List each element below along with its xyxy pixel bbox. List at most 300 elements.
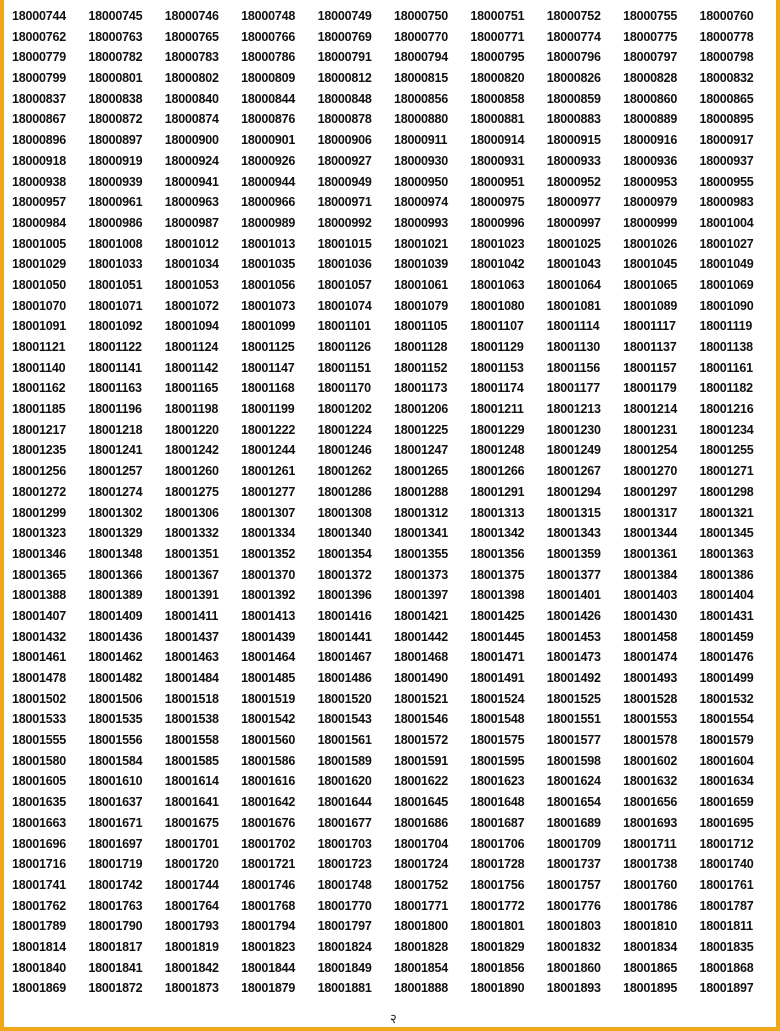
table-cell: 18000971 xyxy=(317,195,372,210)
table-cell: 18001029 xyxy=(12,257,67,272)
table-cell: 18000993 xyxy=(393,215,448,230)
table-cell: 18001654 xyxy=(546,795,601,810)
table-cell: 18001752 xyxy=(393,877,448,892)
table-cell: 18001247 xyxy=(393,443,448,458)
table-cell: 18000779 xyxy=(12,50,67,65)
table-cell: 18001170 xyxy=(317,381,371,396)
table-cell: 18001302 xyxy=(88,505,143,520)
table-cell: 18001723 xyxy=(317,857,372,872)
table-cell: 18001535 xyxy=(88,712,143,727)
table-cell: 18000745 xyxy=(88,9,143,23)
table-cell: 18001262 xyxy=(317,464,372,479)
table-cell: 18001789 xyxy=(12,919,67,934)
table-cell: 18001756 xyxy=(470,877,525,892)
table-cell: 18000883 xyxy=(546,112,601,127)
table-cell: 18001849 xyxy=(317,960,372,975)
table-cell: 18001764 xyxy=(164,898,219,913)
table-cell: 18001895 xyxy=(623,981,678,996)
table-cell: 18001474 xyxy=(623,650,678,665)
table-cell: 18001255 xyxy=(699,443,754,458)
table-cell: 18001179 xyxy=(623,381,677,396)
table-cell: 18001270 xyxy=(623,464,678,479)
table-cell: 18001260 xyxy=(164,464,219,479)
table-cell: 18000775 xyxy=(623,29,678,44)
table-cell: 18001271 xyxy=(699,464,754,479)
table-cell: 18001437 xyxy=(164,629,219,644)
table-cell: 18001484 xyxy=(164,671,219,685)
table-cell: 18001686 xyxy=(393,815,448,830)
table-cell: 18001445 xyxy=(470,629,525,644)
table-cell: 18001528 xyxy=(623,691,678,706)
table-cell: 18001486 xyxy=(317,671,372,685)
table-cell: 18000949 xyxy=(317,174,372,189)
table-cell: 18001492 xyxy=(546,671,601,685)
table-cell: 18001499 xyxy=(699,671,754,685)
table-cell: 18001162 xyxy=(12,381,66,396)
table-cell: 18000963 xyxy=(164,195,219,210)
table-cell: 18001214 xyxy=(623,402,678,417)
table-cell: 18000799 xyxy=(12,71,67,86)
table-cell: 18001370 xyxy=(241,567,296,582)
table-cell: 18001013 xyxy=(241,236,296,251)
table-cell: 18001598 xyxy=(546,753,601,768)
table-cell: 18000798 xyxy=(699,50,754,65)
table-cell: 18001397 xyxy=(393,588,448,603)
table-cell: 18001856 xyxy=(470,960,525,975)
table-cell: 18001709 xyxy=(546,836,601,851)
table-cell: 18001142 xyxy=(164,360,219,375)
table-cell: 18001787 xyxy=(699,898,754,913)
table-cell: 18001786 xyxy=(623,898,678,913)
table-cell: 18001063 xyxy=(470,277,525,292)
table-cell: 18001241 xyxy=(88,443,143,458)
table-cell: 18000876 xyxy=(241,112,296,127)
table-cell: 18001404 xyxy=(699,588,754,603)
table-cell: 18000957 xyxy=(12,195,67,210)
table-cell: 18001099 xyxy=(241,319,296,334)
table-cell: 18001860 xyxy=(546,960,601,975)
table-cell: 18001464 xyxy=(241,650,296,665)
table-cell: 18001323 xyxy=(12,526,67,541)
table-cell: 18001034 xyxy=(164,257,219,272)
table-cell: 18001706 xyxy=(470,836,525,851)
table-cell: 18001137 xyxy=(623,340,677,354)
table-cell: 18000802 xyxy=(164,71,219,86)
table-cell: 18001388 xyxy=(12,588,67,603)
table-cell: 18000796 xyxy=(546,50,601,65)
table-cell: 18001442 xyxy=(393,629,448,644)
table-cell: 18000916 xyxy=(623,133,678,148)
table-cell: 18001365 xyxy=(12,567,67,582)
table-cell: 18001724 xyxy=(393,857,448,872)
table-cell: 18001334 xyxy=(241,526,296,541)
table-cell: 18000769 xyxy=(317,29,372,44)
table-cell: 18000952 xyxy=(546,174,601,189)
table-cell: 18000762 xyxy=(12,29,67,44)
table-cell: 18001575 xyxy=(470,733,525,748)
table-cell: 18001045 xyxy=(623,257,678,272)
table-cell: 18001823 xyxy=(241,939,296,954)
table-cell: 18001703 xyxy=(317,836,372,851)
table-cell: 18000770 xyxy=(393,29,448,44)
table-cell: 18001585 xyxy=(164,753,219,768)
table-cell: 18001070 xyxy=(12,298,67,313)
table-cell: 18001025 xyxy=(546,236,601,251)
table-cell: 18000999 xyxy=(623,215,678,230)
table-cell: 18001436 xyxy=(88,629,143,644)
table-cell: 18001763 xyxy=(88,898,143,913)
page-number: २ xyxy=(390,1011,397,1026)
table-cell: 18001386 xyxy=(699,567,754,582)
table-cell: 18001748 xyxy=(317,877,372,892)
table-cell: 18000917 xyxy=(699,133,754,148)
table-cell: 18001577 xyxy=(546,733,601,748)
table-cell: 18001610 xyxy=(88,774,143,789)
table-cell: 18000915 xyxy=(546,133,601,148)
table-cell: 18001794 xyxy=(241,919,296,934)
table-cell: 18001801 xyxy=(470,919,525,934)
table-cell: 18001027 xyxy=(699,236,754,251)
table-cell: 18001177 xyxy=(546,381,601,396)
table-cell: 18001711 xyxy=(623,836,677,851)
table-cell: 18000774 xyxy=(546,29,601,44)
table-cell: 18001288 xyxy=(393,484,448,499)
table-cell: 18001506 xyxy=(88,691,143,706)
table-cell: 18001644 xyxy=(317,795,372,810)
table-cell: 18001648 xyxy=(470,795,525,810)
table-cell: 18001810 xyxy=(623,919,678,934)
table-cell: 18000783 xyxy=(164,50,219,65)
table-cell: 18001828 xyxy=(393,939,448,954)
table-cell: 18001502 xyxy=(12,691,67,706)
table-cell: 18001776 xyxy=(546,898,601,913)
table-cell: 18000919 xyxy=(88,153,143,168)
table-cell: 18001343 xyxy=(546,526,601,541)
table-cell: 18001637 xyxy=(88,795,143,810)
table-cell: 18001738 xyxy=(623,857,678,872)
table-cell: 18000763 xyxy=(88,29,143,44)
table-cell: 18001728 xyxy=(470,857,525,872)
table-cell: 18001663 xyxy=(12,815,67,830)
table-cell: 18001824 xyxy=(317,939,372,954)
table-cell: 18001834 xyxy=(623,939,678,954)
table-cell: 18001463 xyxy=(164,650,219,665)
table-cell: 18001157 xyxy=(623,360,677,375)
table-cell: 18000986 xyxy=(88,215,143,230)
table-cell: 18001459 xyxy=(699,629,754,644)
table-cell: 18001249 xyxy=(546,443,601,458)
table-cell: 18001605 xyxy=(12,774,67,789)
table-cell: 18001341 xyxy=(393,526,448,541)
table-cell: 18001256 xyxy=(12,464,67,479)
table-cell: 18001744 xyxy=(164,877,219,892)
table-cell: 18001702 xyxy=(241,836,296,851)
table-cell: 18001042 xyxy=(470,257,525,272)
table-cell: 18000944 xyxy=(241,174,296,189)
table-cell: 18001854 xyxy=(393,960,448,975)
table-cell: 18001432 xyxy=(12,629,67,644)
table-cell: 18001441 xyxy=(317,629,372,644)
table-cell: 18000848 xyxy=(317,91,372,106)
table-cell: 18000914 xyxy=(470,133,525,148)
table-cell: 18001043 xyxy=(546,257,601,272)
table-cell: 18001712 xyxy=(699,836,754,851)
table-cell: 18001742 xyxy=(88,877,143,892)
table-cell: 18000771 xyxy=(470,29,525,44)
table-cell: 18001800 xyxy=(393,919,448,934)
table-cell: 18001579 xyxy=(699,733,754,748)
table-cell: 18001578 xyxy=(623,733,678,748)
table-cell: 18001125 xyxy=(241,340,295,354)
table-cell: 18000791 xyxy=(317,50,372,65)
table-cell: 18001462 xyxy=(88,650,143,665)
table-cell: 18001367 xyxy=(164,567,219,582)
table-cell: 18000794 xyxy=(393,50,448,65)
table-cell: 18001348 xyxy=(88,546,143,561)
table-cell: 18001138 xyxy=(699,340,753,354)
table-cell: 18000941 xyxy=(164,174,219,189)
table-cell: 18001554 xyxy=(699,712,754,727)
table-cell: 18001069 xyxy=(699,277,754,292)
table-cell: 18001704 xyxy=(393,836,448,851)
table-cell: 18000782 xyxy=(88,50,143,65)
table-cell: 18001485 xyxy=(241,671,296,685)
table-cell: 18001396 xyxy=(317,588,372,603)
table-cell: 18000938 xyxy=(12,174,67,189)
table-cell: 18001005 xyxy=(12,236,67,251)
table-cell: 18001519 xyxy=(241,691,296,706)
table-cell: 18001620 xyxy=(317,774,372,789)
table-cell: 18000750 xyxy=(393,9,448,23)
table-cell: 18000766 xyxy=(241,29,296,44)
table-cell: 18000865 xyxy=(699,91,754,106)
table-cell: 18000880 xyxy=(393,112,448,127)
table-cell: 18001389 xyxy=(88,588,143,603)
table-cell: 18001317 xyxy=(623,505,678,520)
table-cell: 18001865 xyxy=(623,960,678,975)
table-cell: 18001551 xyxy=(546,712,601,727)
table-cell: 18000939 xyxy=(88,174,143,189)
table-cell: 18001520 xyxy=(317,691,372,706)
table-cell: 18000826 xyxy=(546,71,601,86)
table-cell: 18001094 xyxy=(164,319,219,334)
table-cell: 18001841 xyxy=(88,960,143,975)
table-cell: 18001216 xyxy=(699,402,754,417)
table-cell: 18001008 xyxy=(88,236,143,251)
table-cell: 18001079 xyxy=(393,298,448,313)
table-cell: 18001015 xyxy=(317,236,372,251)
table-cell: 18001351 xyxy=(164,546,219,561)
table-cell: 18001757 xyxy=(546,877,601,892)
table-cell: 18000897 xyxy=(88,133,143,148)
table-cell: 18001129 xyxy=(470,340,524,354)
table-cell: 18000840 xyxy=(164,91,219,106)
table-cell: 18000801 xyxy=(88,71,143,86)
table-cell: 18001345 xyxy=(699,526,754,541)
table-cell: 18000911 xyxy=(393,133,448,148)
table-cell: 18001413 xyxy=(241,608,296,623)
table-cell: 18001211 xyxy=(470,402,524,417)
table-cell: 18000820 xyxy=(470,71,525,86)
table-cell: 18001677 xyxy=(317,815,372,830)
table-cell: 18001275 xyxy=(164,484,219,499)
table-cell: 18001165 xyxy=(164,381,219,396)
table-cell: 18001656 xyxy=(623,795,678,810)
table-cell: 18000874 xyxy=(164,112,219,127)
table-cell: 18001401 xyxy=(546,588,601,603)
table-cell: 18001375 xyxy=(470,567,525,582)
table-cell: 18001881 xyxy=(317,981,372,996)
table-cell: 18001153 xyxy=(470,360,524,375)
table-cell: 18001746 xyxy=(241,877,296,892)
table-cell: 18001218 xyxy=(88,422,143,437)
table-cell: 18000744 xyxy=(12,9,67,23)
table-cell: 18001461 xyxy=(12,650,67,665)
table-cell: 18001291 xyxy=(470,484,525,499)
table-cell: 18001561 xyxy=(317,733,372,748)
table-cell: 18001377 xyxy=(546,567,601,582)
table-cell: 18001321 xyxy=(699,505,754,520)
table-cell: 18000889 xyxy=(623,112,678,127)
table-cell: 18001101 xyxy=(317,319,371,334)
table-cell: 18001844 xyxy=(241,960,296,975)
table-cell: 18000906 xyxy=(317,133,372,148)
table-cell: 18001548 xyxy=(470,712,525,727)
table-cell: 18001868 xyxy=(699,960,754,975)
table-cell: 18000900 xyxy=(164,133,219,148)
table-cell: 18000797 xyxy=(623,50,678,65)
table-cell: 18001107 xyxy=(470,319,524,334)
table-cell: 18001222 xyxy=(241,422,296,437)
table-cell: 18000856 xyxy=(393,91,448,106)
table-cell: 18001697 xyxy=(88,836,143,851)
table-cell: 18001543 xyxy=(317,712,372,727)
table-cell: 18001533 xyxy=(12,712,67,727)
table-cell: 18001168 xyxy=(241,381,295,396)
table-cell: 18000872 xyxy=(88,112,143,127)
table-cell: 18001409 xyxy=(88,608,143,623)
table-cell: 18000983 xyxy=(699,195,754,210)
table-cell: 18000979 xyxy=(623,195,678,210)
table-cell: 18001091 xyxy=(12,319,67,334)
table-cell: 18000859 xyxy=(546,91,601,106)
table-cell: 18000950 xyxy=(393,174,448,189)
table-cell: 18000786 xyxy=(241,50,296,65)
table-cell: 18000927 xyxy=(317,153,372,168)
table-cell: 18000966 xyxy=(241,195,296,210)
table-cell: 18001716 xyxy=(12,857,67,872)
table-cell: 18000951 xyxy=(470,174,525,189)
table-cell: 18001671 xyxy=(88,815,143,830)
table-cell: 18001312 xyxy=(393,505,448,520)
table-cell: 18001659 xyxy=(699,795,754,810)
table-cell: 18000748 xyxy=(241,9,296,23)
table-cell: 18001768 xyxy=(241,898,296,913)
table-cell: 18001039 xyxy=(393,257,448,272)
table-cell: 18001274 xyxy=(88,484,143,499)
table-cell: 18001064 xyxy=(546,277,601,292)
table-cell: 18001586 xyxy=(241,753,296,768)
table-cell: 18001182 xyxy=(699,381,753,396)
table-cell: 18001151 xyxy=(317,360,371,375)
table-cell: 18001051 xyxy=(88,277,143,292)
table-cell: 18001897 xyxy=(699,981,754,996)
table-cell: 18001829 xyxy=(470,939,525,954)
table-cell: 18000751 xyxy=(470,9,525,23)
table-cell: 18001888 xyxy=(393,981,448,996)
table-cell: 18000901 xyxy=(241,133,296,148)
table-cell: 18001431 xyxy=(699,608,754,623)
table-cell: 18001261 xyxy=(241,464,296,479)
table-cell: 18001803 xyxy=(546,919,601,934)
table-cell: 18001307 xyxy=(241,505,296,520)
table-cell: 18001355 xyxy=(393,546,448,561)
table-cell: 18001089 xyxy=(623,298,678,313)
table-cell: 18001762 xyxy=(12,898,67,913)
table-cell: 18001229 xyxy=(470,422,525,437)
table-cell: 18001332 xyxy=(164,526,219,541)
table-cell: 18001119 xyxy=(699,319,753,334)
table-cell: 18001246 xyxy=(317,443,372,458)
table-cell: 18001257 xyxy=(88,464,143,479)
table-cell: 18001286 xyxy=(317,484,372,499)
table-cell: 18001622 xyxy=(393,774,448,789)
table-cell: 18001770 xyxy=(317,898,372,913)
table-cell: 18001720 xyxy=(164,857,219,872)
table-cell: 18001403 xyxy=(623,588,678,603)
table-cell: 18001306 xyxy=(164,505,219,520)
table-cell: 18001425 xyxy=(470,608,525,623)
table-cell: 18001817 xyxy=(88,939,143,954)
table-cell: 18001493 xyxy=(623,671,678,685)
table-cell: 18001471 xyxy=(470,650,525,665)
table-cell: 18001147 xyxy=(241,360,295,375)
table-cell: 18001398 xyxy=(470,588,525,603)
table-cell: 18001797 xyxy=(317,919,372,934)
table-cell: 18001467 xyxy=(317,650,372,665)
table-cell: 18000755 xyxy=(623,9,678,23)
table-cell: 18000984 xyxy=(12,215,67,230)
table-cell: 18001354 xyxy=(317,546,372,561)
table-cell: 18001478 xyxy=(12,671,67,685)
table-cell: 18001546 xyxy=(393,712,448,727)
table-cell: 18001061 xyxy=(393,277,448,292)
table-cell: 18001049 xyxy=(699,257,754,272)
table-cell: 18000832 xyxy=(699,71,754,86)
table-cell: 18000930 xyxy=(393,153,448,168)
table-cell: 18000975 xyxy=(470,195,525,210)
table-cell: 18001012 xyxy=(164,236,219,251)
table-cell: 18001202 xyxy=(317,402,372,417)
table-cell: 18001589 xyxy=(317,753,372,768)
table-cell: 18001026 xyxy=(623,236,678,251)
table-cell: 18001035 xyxy=(241,257,296,272)
table-cell: 18001689 xyxy=(546,815,601,830)
table-cell: 18001873 xyxy=(164,981,219,996)
table-cell: 18001556 xyxy=(88,733,143,748)
table-cell: 18001073 xyxy=(241,298,296,313)
table-cell: 18001373 xyxy=(393,567,448,582)
table-cell: 18001814 xyxy=(12,939,67,954)
table-cell: 18001198 xyxy=(164,402,219,417)
table-cell: 18001050 xyxy=(12,277,67,292)
table-cell: 18001580 xyxy=(12,753,67,768)
table-cell: 18001248 xyxy=(470,443,525,458)
table-cell: 18001676 xyxy=(241,815,296,830)
table-cell: 18001555 xyxy=(12,733,67,748)
table-cell: 18001616 xyxy=(241,774,296,789)
table-cell: 18000838 xyxy=(88,91,143,106)
